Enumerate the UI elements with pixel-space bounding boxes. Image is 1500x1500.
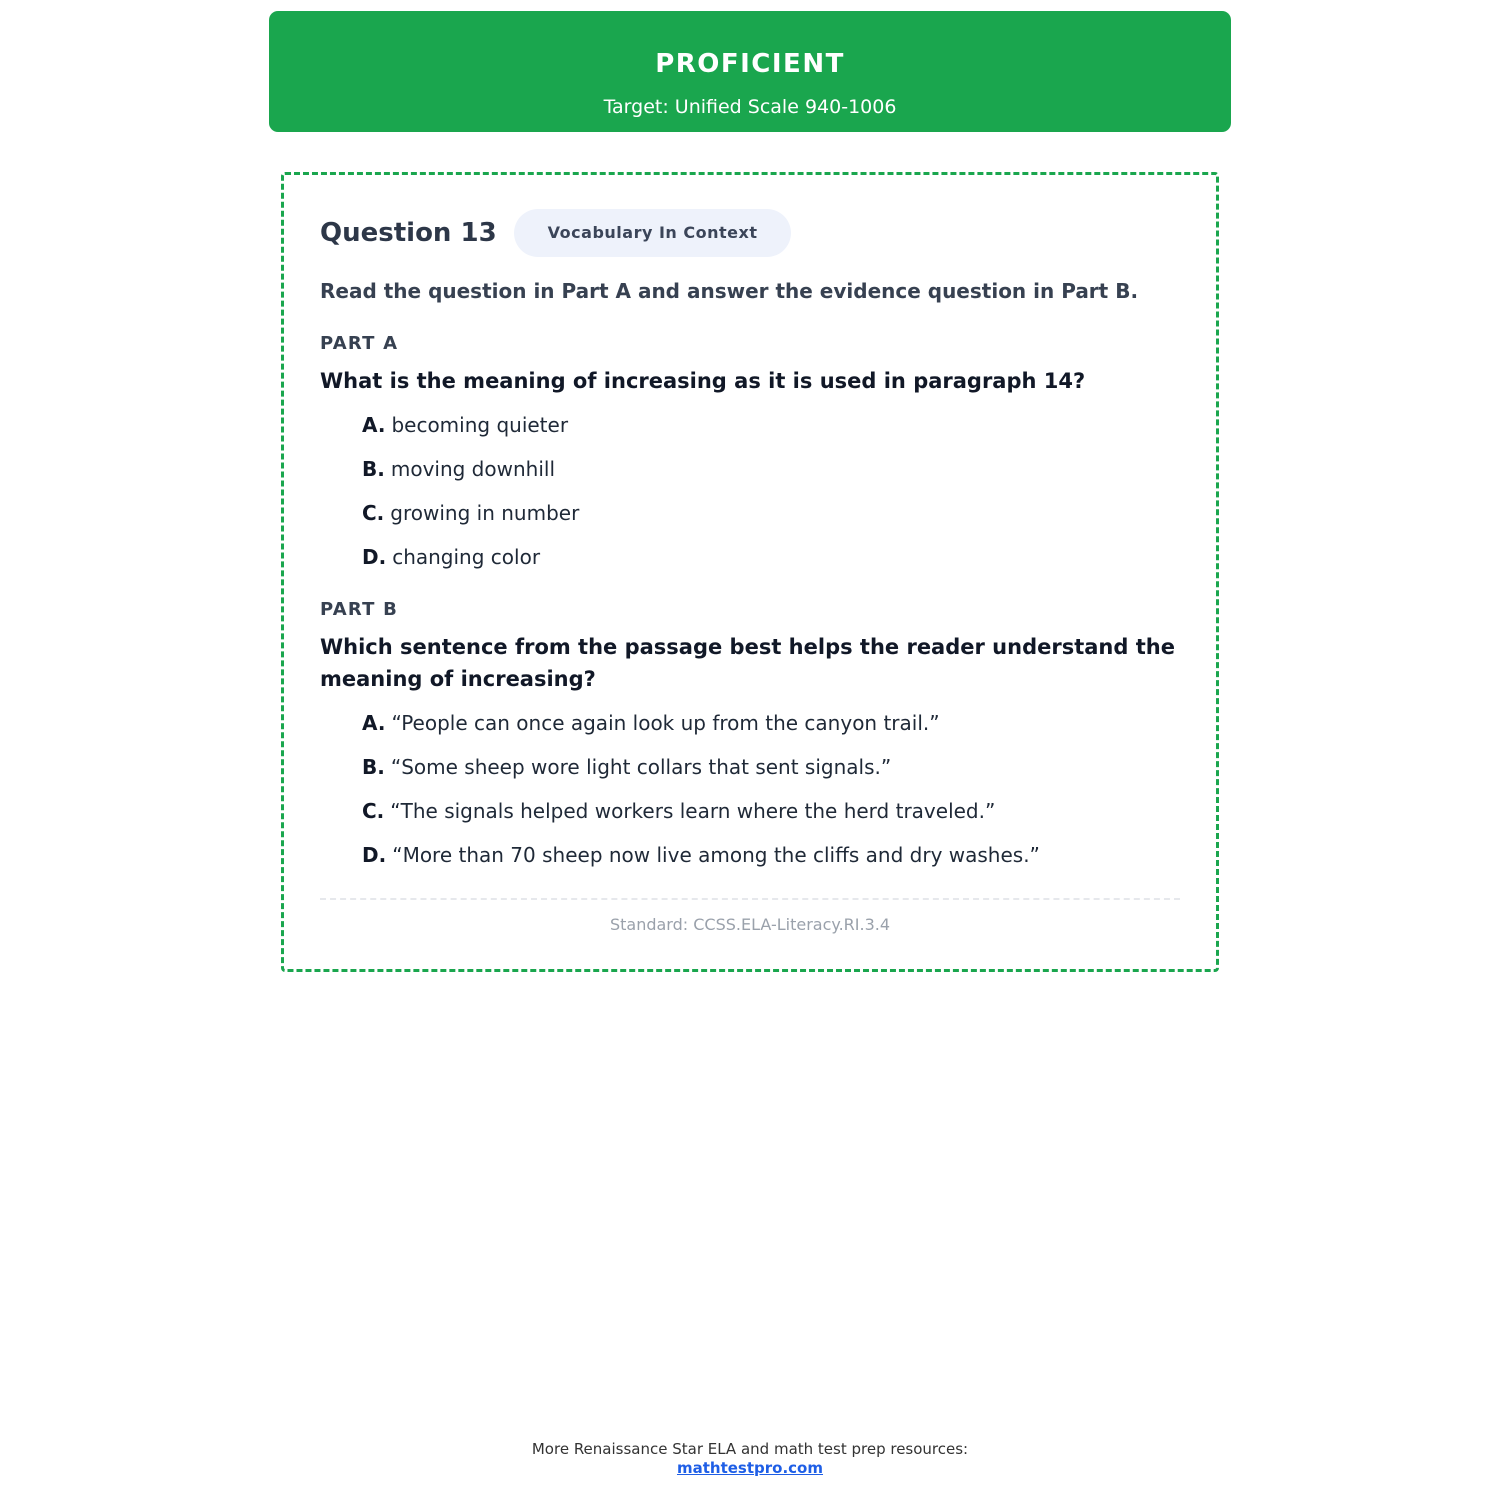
question-header: [320, 208, 791, 258]
part-a-option-c[interactable]: [362, 498, 579, 542]
banner-title: PROFICIENT: [655, 49, 845, 79]
option-letter: D.: [362, 545, 387, 569]
footer-link[interactable]: mathtestpro.com: [676, 1459, 823, 1477]
option-text: growing in number: [390, 501, 580, 525]
option-text: changing color: [392, 545, 541, 569]
part-b-option-a[interactable]: [362, 708, 1040, 752]
part-b-options: [362, 708, 1040, 884]
option-text: “People can once again look up from the canyon trail.”: [391, 711, 940, 735]
category-badge: Vocabulary In Context: [514, 209, 792, 257]
option-letter: A.: [362, 413, 386, 437]
standard-label: Standard: CCSS.ELA-Literacy.RI.3.4: [609, 915, 891, 934]
banner-subtitle: Target: Unified Scale 940-1006: [603, 96, 897, 118]
option-letter: B.: [362, 457, 385, 481]
part-a-prompt: What is the meaning of increasing as it is used in paragraph 14?: [320, 369, 1086, 393]
card-divider: [320, 898, 1180, 900]
option-text: becoming quieter: [391, 413, 569, 437]
level-banner: [269, 11, 1231, 132]
question-instructions: Read the question in Part A and answer the evidence question in Part B.: [320, 279, 1139, 303]
option-text: moving downhill: [390, 457, 555, 481]
part-b-option-c[interactable]: [362, 796, 1040, 840]
question-card: [281, 172, 1219, 972]
option-letter: D.: [362, 843, 387, 867]
part-a-options: [362, 410, 579, 586]
part-a-label: PART A: [320, 333, 399, 354]
page-footer: [0, 1440, 1500, 1478]
option-text: “The signals helped workers learn where the herd traveled.”: [390, 799, 996, 823]
question-number: Question 13: [320, 218, 497, 248]
option-letter: B.: [362, 755, 385, 779]
part-a-option-a[interactable]: [362, 410, 579, 454]
part-a-option-d[interactable]: [362, 542, 579, 586]
part-b-label: PART B: [320, 599, 398, 620]
part-b-option-b[interactable]: [362, 752, 1040, 796]
part-b-prompt: Which sentence from the passage best helps the reader understand the meaning of increasing?: [320, 635, 1175, 691]
option-text: “Some sheep wore light collars that sent signals.”: [390, 755, 892, 779]
option-letter: A.: [362, 711, 386, 735]
option-text: “More than 70 sheep now live among the cliffs and dry washes.”: [392, 843, 1040, 867]
option-letter: C.: [362, 501, 385, 525]
footer-text: More Renaissance Star ELA and math test prep resources:: [531, 1440, 969, 1458]
option-letter: C.: [362, 799, 385, 823]
part-a-option-b[interactable]: [362, 454, 579, 498]
part-b-option-d[interactable]: [362, 840, 1040, 884]
